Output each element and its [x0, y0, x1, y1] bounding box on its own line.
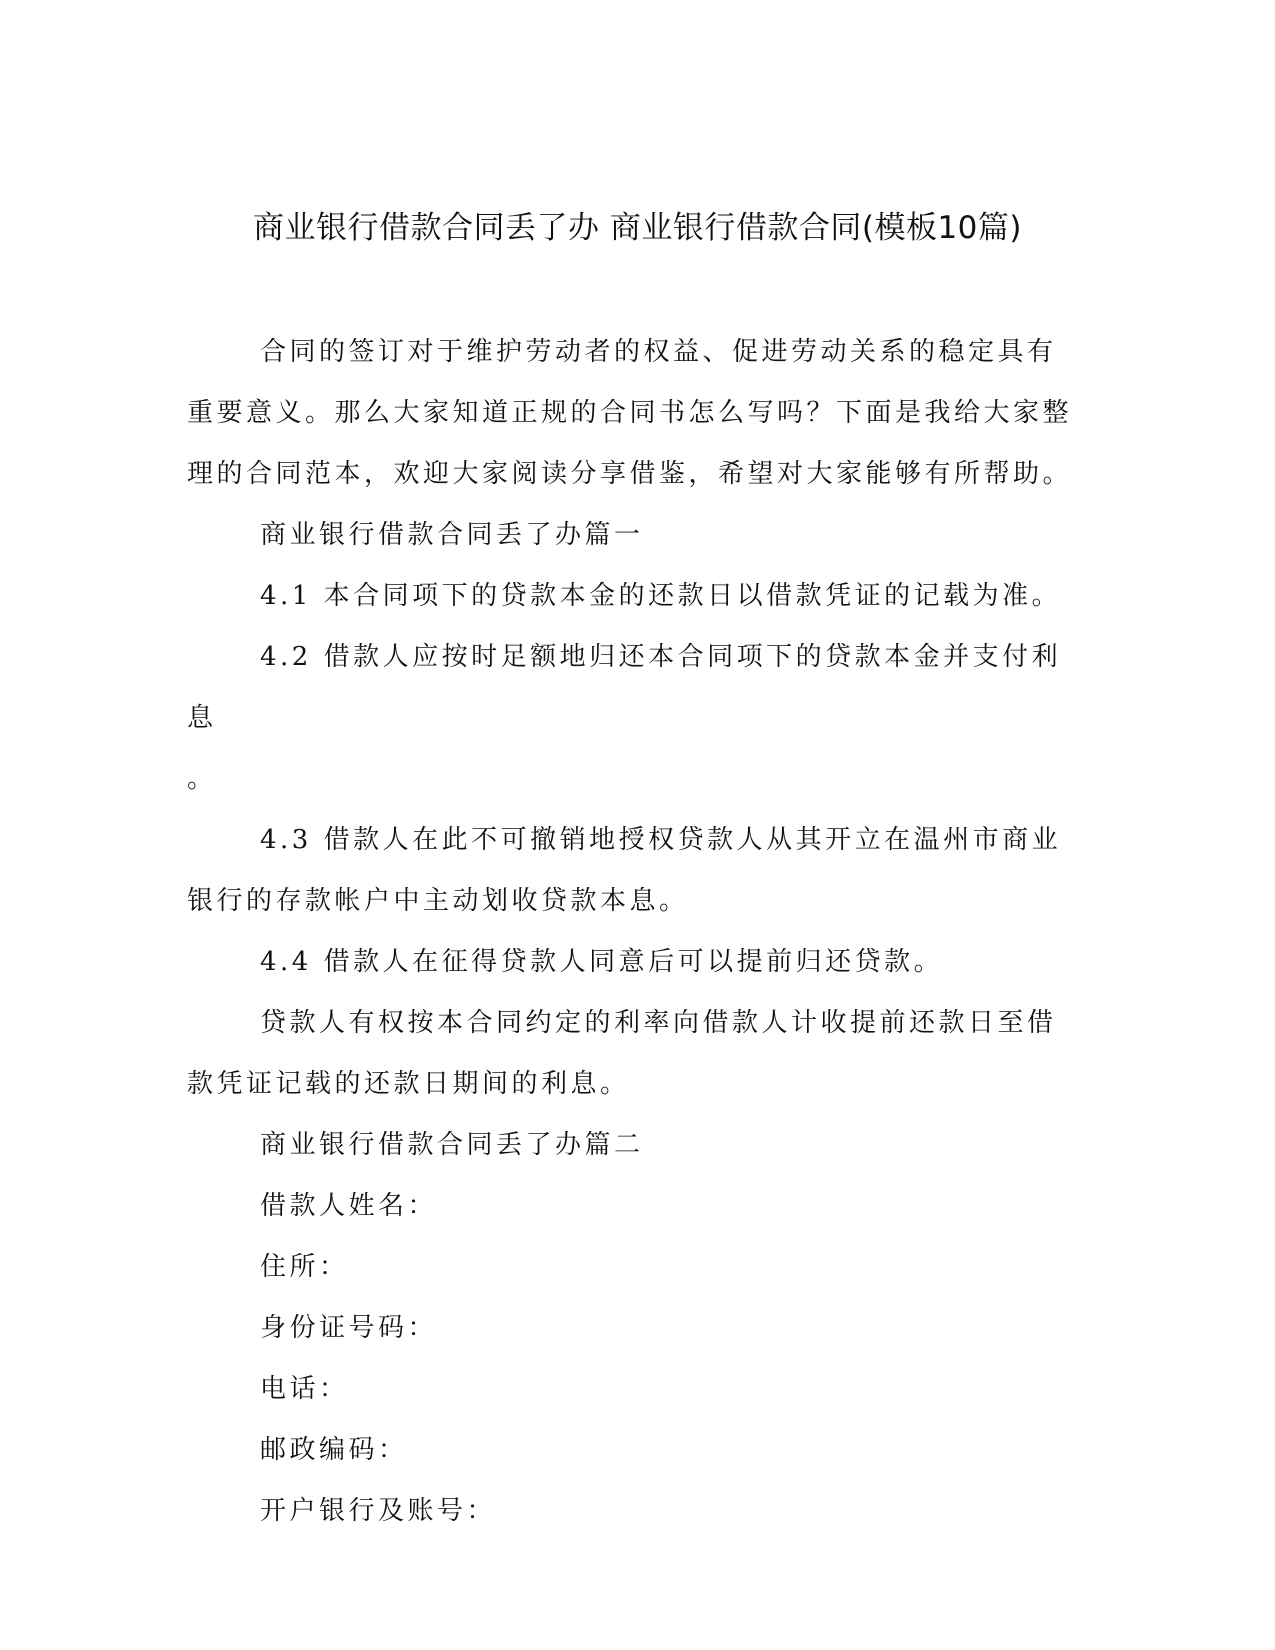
clause-4-2-end-punctuation: 。	[187, 764, 217, 794]
field-address: 住所：	[260, 1252, 349, 1282]
document-title: 商业银行借款合同丢了办 商业银行借款合同(模板10篇)	[253, 210, 1022, 246]
intro-paragraph: 合同的签订对于维护劳动者的权益、促进劳动关系的稳定具有重要意义。那么大家知道正规的合同书怎么写吗？下面是我给大家整理的合同范本，欢迎大家阅读分享借鉴，希望对大家能够有所帮助。	[187, 337, 1073, 489]
clause-4-3: 4.3 借款人在此不可撤销地授权贷款人从其开立在温州市商业银行的存款帐户中主动划收贷款本息。	[187, 825, 1062, 916]
field-phone: 电话：	[260, 1374, 349, 1404]
field-bank-account: 开户银行及账号：	[260, 1496, 497, 1526]
clause-4-1: 4.1 本合同项下的贷款本金的还款日以借款凭证的记载为准。	[260, 581, 1062, 611]
document-body	[187, 322, 1077, 1542]
prepayment-interest-paragraph: 贷款人有权按本合同约定的利率向借款人计收提前还款日至借款凭证记载的还款日期间的利息。	[187, 1008, 1057, 1099]
field-borrower-name: 借款人姓名：	[260, 1191, 438, 1221]
field-postal-code: 邮政编码：	[260, 1435, 408, 1465]
section-heading-2: 商业银行借款合同丢了办篇二	[260, 1130, 644, 1160]
clause-4-2: 4.2 借款人应按时足额地归还本合同项下的贷款本金并支付利息	[187, 642, 1062, 733]
field-id-number: 身份证号码：	[260, 1313, 438, 1343]
clause-4-4: 4.4 借款人在征得贷款人同意后可以提前归还贷款。	[260, 947, 944, 977]
section-heading-1: 商业银行借款合同丢了办篇一	[260, 520, 644, 550]
